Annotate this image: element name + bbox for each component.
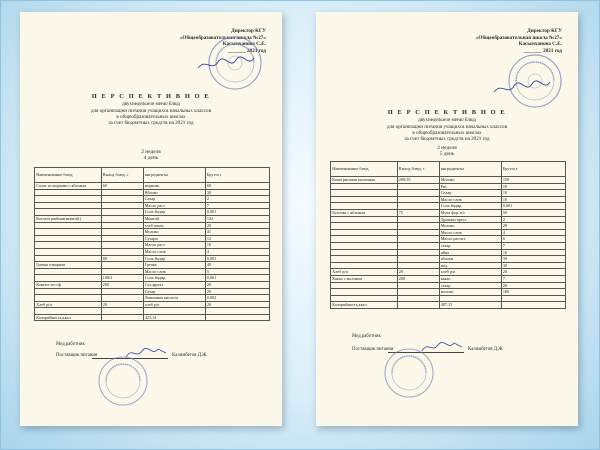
table-row — [331, 256, 566, 263]
table-header-row — [331, 162, 566, 177]
table-cell: 10 — [205, 242, 269, 249]
table-row — [331, 177, 566, 184]
approval-header — [422, 28, 562, 54]
round-stamp-icon — [96, 354, 150, 408]
column-header: Выход блюд, г — [397, 162, 439, 177]
table-cell — [397, 183, 439, 190]
table-row — [35, 189, 270, 196]
title-line: для организации питания учащихся начальных классов — [91, 107, 211, 114]
table-cell — [35, 209, 102, 216]
table-cell: 150 — [501, 177, 565, 184]
table-cell — [439, 295, 501, 302]
table-row — [35, 275, 270, 282]
table-cell — [397, 236, 439, 243]
round-stamp-icon — [506, 52, 564, 110]
table-cell: 10 — [501, 196, 565, 203]
table-cell — [331, 282, 398, 289]
table-cell: 60 — [205, 183, 269, 190]
table-cell: Соль йодир — [143, 275, 205, 282]
table-cell — [101, 209, 143, 216]
table-cell: Каша рисовая молочная — [331, 177, 398, 184]
table-row — [331, 302, 566, 309]
table-row — [35, 235, 270, 242]
menu-table — [330, 161, 566, 309]
table-cell: 487,15 — [439, 302, 501, 309]
table-row — [35, 242, 270, 249]
table-cell: Хлеб р/п — [35, 301, 102, 308]
table-cell: Молоко — [439, 177, 501, 184]
table-cell: 0,001 — [205, 209, 269, 216]
table-cell — [35, 222, 102, 229]
supplier-name: Калимбетов Д.Ж. — [172, 353, 208, 358]
table-cell — [35, 308, 102, 315]
table-cell: хлеб р/п — [143, 301, 205, 308]
table-cell: 20 — [205, 288, 269, 295]
table-cell — [101, 314, 143, 321]
director-signature-icon — [196, 54, 256, 74]
table-cell — [143, 308, 205, 315]
table-cell — [101, 235, 143, 242]
table-cell: 50 — [501, 209, 565, 216]
table-cell — [101, 268, 143, 275]
table-cell: 41 — [205, 229, 269, 236]
table-row — [35, 314, 270, 321]
table-cell — [35, 202, 102, 209]
table-header-row — [35, 168, 270, 183]
table-cell — [101, 295, 143, 302]
table-row — [331, 295, 566, 302]
table-cell — [501, 302, 565, 309]
table-cell — [331, 229, 398, 236]
table-cell: 132 — [205, 215, 269, 222]
table-cell — [331, 256, 398, 263]
table-cell — [101, 308, 143, 315]
table-cell: Масло раст — [143, 202, 205, 209]
table-cell: 4 — [205, 248, 269, 255]
table-cell: 7 — [205, 202, 269, 209]
table-row — [35, 202, 270, 209]
table-row — [331, 209, 566, 216]
table-cell: 20 — [397, 269, 439, 276]
table-cell: 7 — [501, 242, 565, 249]
table-cell: 12 — [205, 235, 269, 242]
table-row — [331, 269, 566, 276]
table-cell: 39 — [501, 256, 565, 263]
title-line: в общеобразовательных школах — [116, 113, 186, 120]
signature-underline — [92, 358, 168, 359]
table-cell: 75 — [397, 209, 439, 216]
table-cell — [331, 203, 398, 210]
table-cell: 2 — [501, 216, 565, 223]
table-cell: 20 — [501, 269, 565, 276]
table-cell: Масло слив — [143, 268, 205, 275]
table-row — [35, 262, 270, 269]
title-line: двухнедельное меню блюд — [418, 117, 476, 124]
title-main: П Е Р С П Е К Т И В Н О Е — [387, 109, 507, 116]
table-cell — [501, 295, 565, 302]
table-cell: сахар — [439, 282, 501, 289]
table-cell: молоко — [439, 289, 501, 296]
table-row — [331, 223, 566, 230]
table-cell — [331, 216, 398, 223]
header-line: Директор КГУ — [527, 28, 562, 34]
table-cell — [35, 235, 102, 242]
table-cell — [397, 203, 439, 210]
table-cell — [331, 295, 398, 302]
table-cell: Масло слив — [439, 229, 501, 236]
table-row — [35, 288, 270, 295]
table-cell: 4 — [501, 229, 565, 236]
table-cell — [101, 242, 143, 249]
table-cell — [101, 229, 143, 236]
supplier-signature-line — [352, 347, 504, 353]
table-cell — [35, 268, 102, 275]
table-row — [35, 222, 270, 229]
table-cell: 10 — [501, 190, 565, 197]
table-row — [331, 203, 566, 210]
table-cell: Котлета рыбная(минтай ) — [35, 215, 102, 222]
header-line: Директор КГУ — [231, 28, 266, 34]
approval-header — [126, 28, 266, 54]
table-cell — [331, 223, 398, 230]
table-cell — [331, 242, 398, 249]
table-cell: 20 — [205, 281, 269, 288]
table-cell: Соль йодир — [439, 203, 501, 210]
table-cell: Молоко — [439, 223, 501, 230]
table-row — [35, 295, 270, 302]
column-header: ингредиенты — [439, 162, 501, 177]
supplier-signature-line — [56, 353, 208, 359]
table-cell: мед — [439, 262, 501, 269]
signature-underline — [388, 352, 464, 353]
table-cell: 28 — [501, 223, 565, 230]
table-cell: 80 — [101, 255, 143, 262]
supplier-role: Поставщик питания — [352, 347, 394, 352]
table-cell: 20 — [205, 222, 269, 229]
table-cell: какао — [439, 275, 501, 282]
table-cell — [101, 189, 143, 196]
table-cell: Сахар — [143, 288, 205, 295]
table-cell — [397, 295, 439, 302]
column-header: Наименование блюд — [331, 162, 398, 177]
header-line: _______ 2021 год — [523, 47, 562, 54]
title-line: в общеобразовательных школах — [412, 129, 482, 136]
table-cell: Салат из моркови с яблоком — [35, 183, 102, 190]
header-line: _______ 2021 год — [227, 47, 266, 54]
table-cell — [397, 223, 439, 230]
table-cell: Яблоко — [143, 189, 205, 196]
medic-role: Мед.работник — [352, 334, 381, 339]
table-cell: хлеб р/п — [439, 269, 501, 276]
table-cell: 180 — [501, 289, 565, 296]
table-cell: Дрожжи пресс — [439, 216, 501, 223]
table-cell: Соль йодир — [143, 255, 205, 262]
table-cell: 423,14 — [143, 314, 205, 321]
header-line: «Общеобразовательная школа №27» — [179, 34, 266, 41]
table-cell: 5 — [205, 268, 269, 275]
table-cell: Минтай — [143, 215, 205, 222]
document-title — [20, 94, 282, 126]
table-cell — [35, 248, 102, 255]
table-row — [331, 249, 566, 256]
table-cell: 20 — [205, 301, 269, 308]
table-cell: Калорийность,ккал — [35, 314, 102, 321]
table-cell: Масло растит. — [439, 236, 501, 243]
table-row — [35, 229, 270, 236]
week-day — [316, 145, 578, 158]
table-cell: хлеб пшен — [143, 222, 205, 229]
table-row — [331, 282, 566, 289]
table-cell — [331, 289, 398, 296]
table-cell: яйцо — [439, 249, 501, 256]
table-cell — [331, 262, 398, 269]
table-cell — [101, 288, 143, 295]
header-line: «Общеобразовательная школа №27» — [475, 34, 562, 41]
table-cell — [397, 289, 439, 296]
table-cell: Гречка — [143, 262, 205, 269]
table-row — [331, 289, 566, 296]
table-cell — [397, 282, 439, 289]
medic-signature-line — [352, 334, 381, 340]
table-cell: морковь — [143, 183, 205, 190]
title-main: П Е Р С П Е К Т И В Н О Е — [91, 93, 211, 100]
title-line: двухнедельное меню блюд — [122, 101, 180, 108]
table-row — [35, 215, 270, 222]
table-cell — [397, 190, 439, 197]
table-row — [35, 196, 270, 203]
table-cell — [101, 222, 143, 229]
table-cell — [205, 308, 269, 315]
header-line: Касымханова С.Е. — [518, 41, 562, 48]
day-label: 5 день — [439, 151, 455, 158]
director-signature-icon — [492, 78, 552, 98]
column-header: ингредиенты — [143, 168, 205, 183]
table-cell — [101, 215, 143, 222]
title-line: за счет бюджетных средств на 2021 год — [108, 120, 194, 127]
table-cell: Сух.фрукт — [143, 281, 205, 288]
table-row — [35, 209, 270, 216]
table-cell — [397, 216, 439, 223]
week-label: 2 неделя — [141, 149, 161, 155]
menu-sheet-left — [20, 12, 282, 426]
table-cell — [35, 196, 102, 203]
header-line: Касымханова С.Е. — [222, 41, 266, 48]
table-cell: Рис — [439, 183, 501, 190]
table-cell — [35, 288, 102, 295]
table-row — [331, 183, 566, 190]
table-cell — [397, 256, 439, 263]
table-cell — [35, 242, 102, 249]
table-cell — [331, 183, 398, 190]
week-day — [20, 149, 282, 162]
table-cell: Компот из с/ф — [35, 281, 102, 288]
table-cell: Сахар — [439, 190, 501, 197]
table-cell: Сухари — [143, 235, 205, 242]
table-row — [331, 236, 566, 243]
supplier-role: Поставщик питания — [56, 353, 98, 358]
table-cell: 200/10 — [397, 177, 439, 184]
table-cell — [101, 196, 143, 203]
table-cell: 20 — [501, 282, 565, 289]
table-cell: 10 — [501, 249, 565, 256]
table-cell: 10 — [501, 183, 565, 190]
table-row — [331, 196, 566, 203]
table-row — [331, 229, 566, 236]
table-cell — [35, 229, 102, 236]
table-cell — [331, 249, 398, 256]
week-label: 2 неделя — [437, 145, 457, 151]
table-row — [35, 301, 270, 308]
table-cell — [35, 255, 102, 262]
table-cell: 0,001 — [205, 255, 269, 262]
document-title — [316, 110, 578, 142]
table-row — [35, 281, 270, 288]
table-cell: 30 — [205, 189, 269, 196]
round-stamp-icon — [382, 346, 436, 400]
table-cell — [397, 249, 439, 256]
table-cell — [35, 295, 102, 302]
table-row — [35, 183, 270, 190]
table-cell — [331, 196, 398, 203]
menu-sheet-right — [316, 12, 578, 426]
title-line: для организации питания учащихся начальных классов — [387, 123, 507, 130]
table-row — [35, 268, 270, 275]
table-cell: Соль йодир — [143, 209, 205, 216]
table-cell — [397, 262, 439, 269]
supplier-name: Калимбетов Д.Ж. — [468, 347, 504, 352]
table-cell: Масло раст — [143, 242, 205, 249]
table-cell — [101, 202, 143, 209]
table-cell: яблоки — [439, 256, 501, 263]
table-cell: 20 — [101, 301, 143, 308]
table-cell: Булочка с яблоком — [331, 209, 398, 216]
day-label: 4 день — [143, 155, 159, 162]
table-cell — [331, 190, 398, 197]
table-cell: 60 — [101, 183, 143, 190]
table-row — [331, 262, 566, 269]
table-cell: 100/2 — [101, 275, 143, 282]
table-cell: Мука фор. в/с — [439, 209, 501, 216]
table-cell: Гречка отварная — [35, 262, 102, 269]
table-cell: 2 — [205, 196, 269, 203]
table-cell — [35, 275, 102, 282]
table-cell — [205, 314, 269, 321]
table-row — [35, 248, 270, 255]
table-cell: 200 — [397, 275, 439, 282]
table-cell — [331, 236, 398, 243]
table-cell: Молоко — [143, 229, 205, 236]
table-cell: 40 — [205, 262, 269, 269]
table-cell: 0,001 — [501, 203, 565, 210]
table-cell — [397, 196, 439, 203]
table-cell: Сахар — [143, 196, 205, 203]
column-header: Брутто,г — [501, 162, 565, 177]
table-row — [331, 216, 566, 223]
table-cell: Хлеб р/п — [331, 269, 398, 276]
table-cell: Масло слив — [143, 248, 205, 255]
table-cell — [397, 229, 439, 236]
table-cell: Калорийность,ккал — [331, 302, 398, 309]
column-header: Выход блюд, г — [101, 168, 143, 183]
table-cell: 30 — [501, 262, 565, 269]
table-cell: сахар — [439, 242, 501, 249]
table-cell: 0,002 — [205, 295, 269, 302]
table-cell: Лимонная кислота — [143, 295, 205, 302]
table-cell: Масло слив — [439, 196, 501, 203]
title-line: за счет бюджетных средств на 2021 год — [404, 136, 490, 143]
table-row — [35, 308, 270, 315]
table-cell: 200 — [101, 281, 143, 288]
table-cell: 6 — [501, 236, 565, 243]
table-row — [331, 275, 566, 282]
table-row — [331, 190, 566, 197]
table-cell — [35, 189, 102, 196]
table-cell: 0,001 — [205, 275, 269, 282]
table-row — [331, 242, 566, 249]
medic-role: Мед.работник — [56, 342, 85, 347]
table-cell: Какао с молоком — [331, 275, 398, 282]
column-header: Наименование блюд — [35, 168, 102, 183]
table-cell: 7 — [501, 275, 565, 282]
table-cell — [101, 262, 143, 269]
column-header: Брутто,г — [205, 168, 269, 183]
table-cell — [397, 302, 439, 309]
table-row — [35, 255, 270, 262]
menu-table — [34, 167, 270, 321]
table-cell — [101, 248, 143, 255]
medic-signature-line — [56, 342, 85, 348]
table-cell — [397, 242, 439, 249]
